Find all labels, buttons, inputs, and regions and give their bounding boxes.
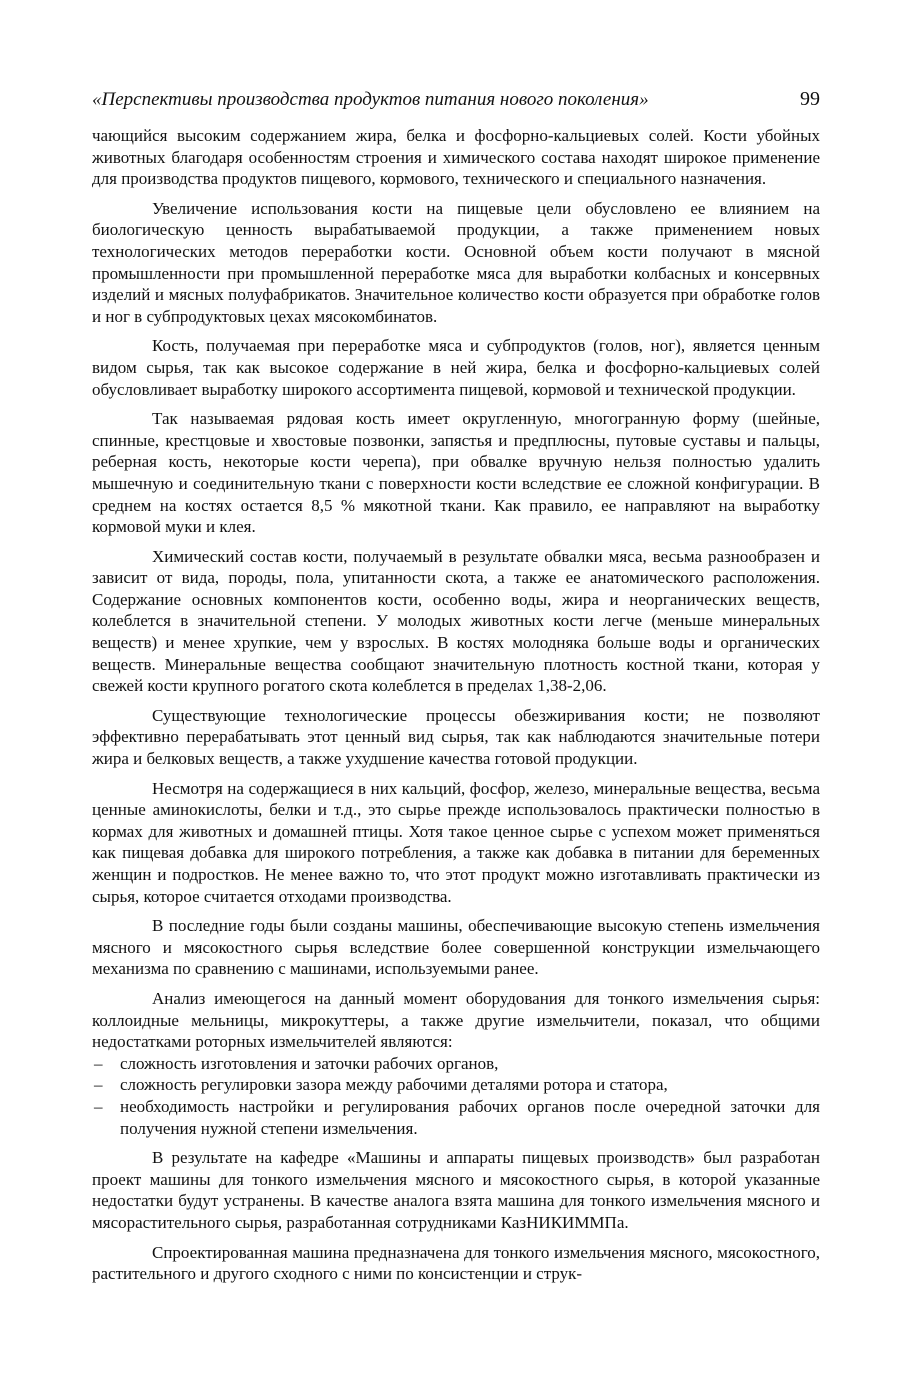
list-item: – необходимость настройки и регулирования рабочих органов после очередной заточки для получения нужной степени измельчения. xyxy=(92,1096,820,1139)
body-text xyxy=(92,125,820,1293)
paragraph: В результате на кафедре «Машины и аппараты пищевых производств» был разработан проект машины для тонкого измельчения мясного и мясокостного сырья, в которой указанные недостатки будут устранены. В качестве аналога взята машина для тонкого измельчения мясного и мясорастительного сырья, разработанная сотрудниками КазНИКИММПа. xyxy=(92,1148,820,1232)
paragraph: Анализ имеющегося на данный момент оборудования для тонкого измельчения сырья: коллоидные мельницы, микрокуттеры, а также другие измельчители, показал, что общими недостатками роторных измельчителей являются: xyxy=(92,988,820,1052)
paragraph: Существующие технологические процессы обезжиривания кости; не позволяют эффективно перерабатывать этот ценный вид сырья, так как наблюдаются значительные потери жира и белковых веществ, а также ухудшение качества готовой продукции. xyxy=(92,705,820,769)
shortcomings-list xyxy=(92,1053,820,1139)
paragraph: В последние годы были созданы машины, обеспечивающие высокую степень измельчения мясного и мясокостного сырья вследствие более совершенной конструкции измельчающего механизма по сравнению с машинами, используемыми ранее. xyxy=(92,916,820,979)
list-item: – сложность регулировки зазора между рабочими деталями ротора и статора, xyxy=(92,1074,820,1096)
paragraph: чающийся высоким содержанием жира, белка и фосфорно-кальциевых солей. Кости убойных животных благодаря особенностям строения и химического состава находят широкое применение для производства продуктов пищевого, кормового, технического и специального назначения. xyxy=(92,126,820,189)
running-header xyxy=(92,87,820,112)
paragraph: Несмотря на содержащиеся в них кальций, фосфор, железо, минеральные вещества, весьма ценные аминокислоты, белки и т.д., это сырье прежде использовалось практически полностью в кормах для животных и домашней птицы. Хотя такое ценное сырье с успехом может применяться как пищевая добавка для широкого потребления, а также как добавка в питании для беременных женщин и подростков. Не менее важно то, что этот продукт можно изготавливать практически из сырья, которое считается отходами производства. xyxy=(92,778,820,906)
list-item: – сложность изготовления и заточки рабочих органов, xyxy=(92,1053,820,1075)
page-number: 99 xyxy=(800,88,820,110)
running-title: «Перспективы производства продуктов питания нового поколения» xyxy=(92,89,649,110)
paragraph: Химический состав кости, получаемый в результате обвалки мяса, весьма разнообразен и зависит от вида, породы, пола, упитанности скота, а также ее анатомического расположения. Содержание основных компонентов кости, особенно воды, жира и неорганических веществ, колеблется в значительной степени. У молодых животных кости легче (меньше минеральных веществ) и менее хрупкие, чем у взрослых. В костях молодняка больше воды и органических веществ. Минеральные вещества сообщают значительную плотность костной ткани, которая у свежей кости крупного рогатого скота колеблется в пределах 1,38-2,06. xyxy=(92,546,820,696)
paragraph: Так называемая рядовая кость имеет округленную, многогранную форму (шейные, спинные, крестцовые и хвостовые позвонки, запястья и предплюсны, путовые суставы и пальцы, реберная кость, некоторые кости черепа), при обвалке вручную нельзя полностью удалить мышечную и соединительную ткани с поверхности кости вследствие ее сложной конфигурации. В среднем на костях остается 8,5 % мякотной ткани. Как правило, ее направляют на выработку кормовой муки и клея. xyxy=(92,409,820,537)
paragraph: Увеличение использования кости на пищевые цели обусловлено ее влиянием на биологическую ценность вырабатываемой продукции, а также применением новых технологических методов переработки кости. Основной объем кости получают в мясной промышленности при промышленной переработке мяса для выработки колбасных и консервных изделий и мясных полуфабрикатов. Значительное количество кости образуется при обработке голов и ног в субпродуктовых цехах мясокомбинатов. xyxy=(92,198,820,326)
paragraph: Спроектированная машина предназначена для тонкого измельчения мясного, мясокостного, растительного и другого сходного с ними по консистенции и струк- xyxy=(92,1242,820,1284)
paragraph: Кость, получаемая при переработке мяса и субпродуктов (голов, ног), является ценным видом сырья, так как высокое содержание в ней жира, белка и фосфорно-кальциевых солей обусловливает выработку широкого ассортимента пищевой, кормовой и технической продукции. xyxy=(92,336,820,399)
